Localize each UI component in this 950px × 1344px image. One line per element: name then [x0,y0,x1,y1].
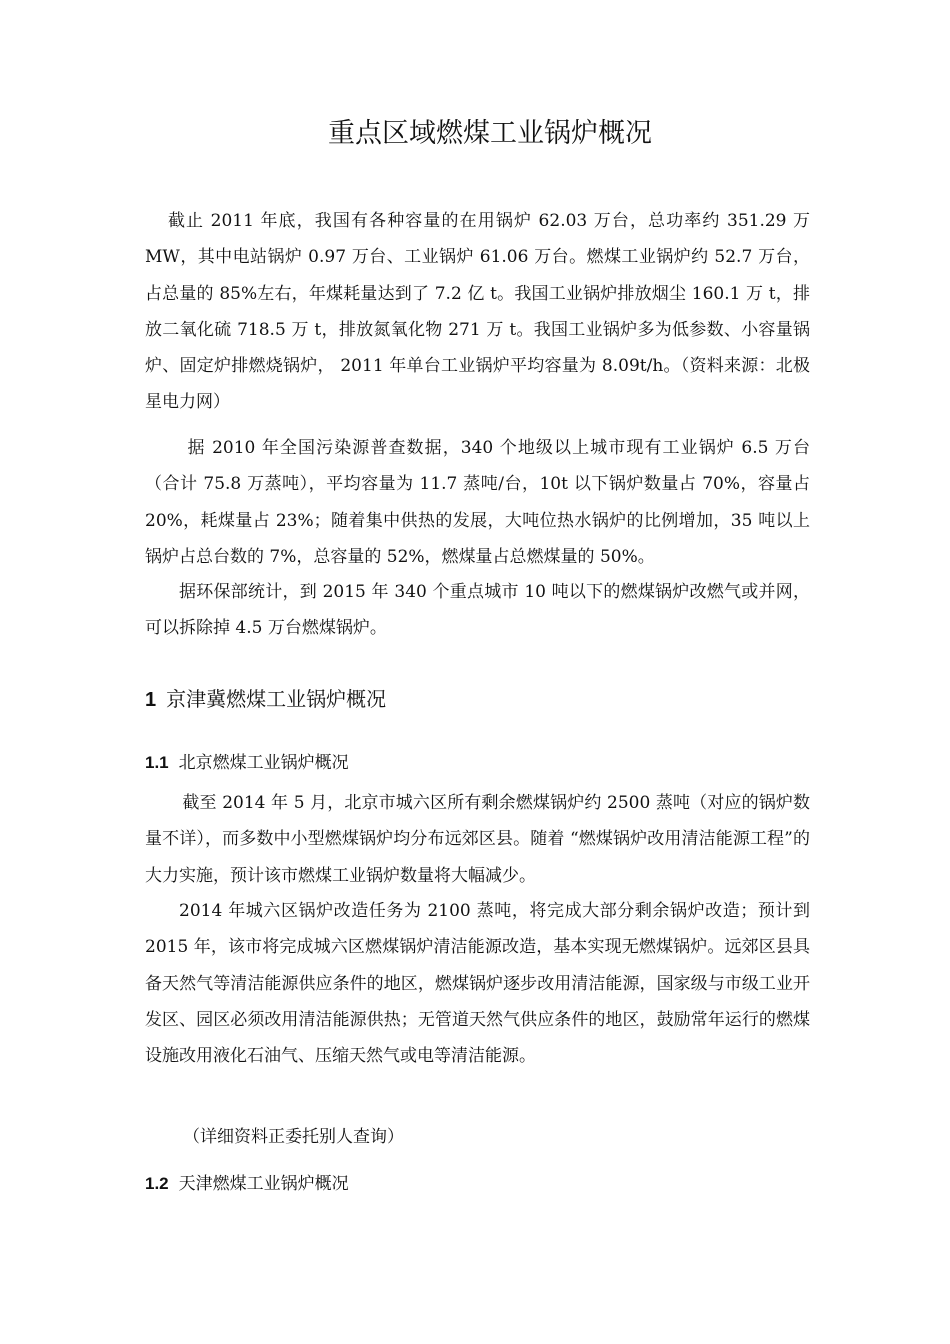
intro-paragraph-2: 据 2010 年全国污染源普查数据，340 个地级以上城市现有工业锅炉 6.5 万台（合计 75.8 万蒸吨），平均容量为 11.7 蒸吨/台，10t 以下锅炉数量占 70%，容量占 20%，耗煤量占 23%；随着集中供热的发展，大吨位热水锅炉的比例增加，35 吨以上锅炉占总台数的 7%，总容量的 52%，燃煤量占总燃煤量的 50%。 [145,438,810,567]
section-1-number: 1 [145,689,157,711]
section-1-1-heading [145,748,349,773]
beijing-paragraph-2: 2014 年城六区锅炉改造任务为 2100 蒸吨，将完成大部分剩余锅炉改造；预计到 2015 年，该市将完成城六区燃煤锅炉清洁能源改造，基本实现无燃煤锅炉。远郊区县具备天然气等清洁能源供应条件的地区，燃煤锅炉逐步改用清洁能源，国家级与市级工业开发区、园区必须改用清洁能源供热；无管道天然气供应条件的地区，鼓励常年运行的燃煤设施改用液化石油气、压缩天然气或电等清洁能源。 [145,901,810,1067]
section-1-1-title: 北京燃煤工业锅炉概况 [178,753,349,773]
section-1-title: 京津冀燃煤工业锅炉概况 [166,687,387,711]
beijing-paragraph-1: 截至 2014 年 5 月，北京市城六区所有剩余燃煤锅炉约 2500 蒸吨（对应的锅炉数量不详），而多数中小型燃煤锅炉均分布远郊区县。随着 “燃煤锅炉改用清洁能源工程”的大力实施，预计该市燃煤工业锅炉数量将大幅减少。 [145,793,810,886]
page-title: 重点区域燃煤工业锅炉概况 [328,118,652,149]
section-1-heading [145,683,386,712]
section-1-2-heading [145,1169,349,1194]
section-1-2-number: 1.2 [145,1174,169,1193]
beijing-note: （详细资料正委托别人查询） [183,1127,404,1147]
intro-paragraph-1: 截止 2011 年底，我国有各种容量的在用锅炉 62.03 万台，总功率约 351.29 万 MW，其中电站锅炉 0.97 万台、工业锅炉 61.06 万台。燃煤工业锅炉约 52.7 万台，占总量的 85%左右，年煤耗量达到了 7.2 亿 t。我国工业锅炉排放烟尘 160.1 万 t，排放二氧化硫 718.5 万 t，排放氮氧化物 271 万 t。我国工业锅炉多为低参数、小容量锅炉、固定炉排燃烧锅炉， 2011 年单台工业锅炉平均容量为 8.09t/h。（资料来源：北极星电力网） [145,211,810,413]
section-1-2-title: 天津燃煤工业锅炉概况 [178,1174,349,1194]
section-1-1-number: 1.1 [145,753,169,772]
intro-paragraph-3: 据环保部统计，到 2015 年 340 个重点城市 10 吨以下的燃煤锅炉改燃气或并网，可以拆除掉 4.5 万台燃煤锅炉。 [145,582,810,639]
